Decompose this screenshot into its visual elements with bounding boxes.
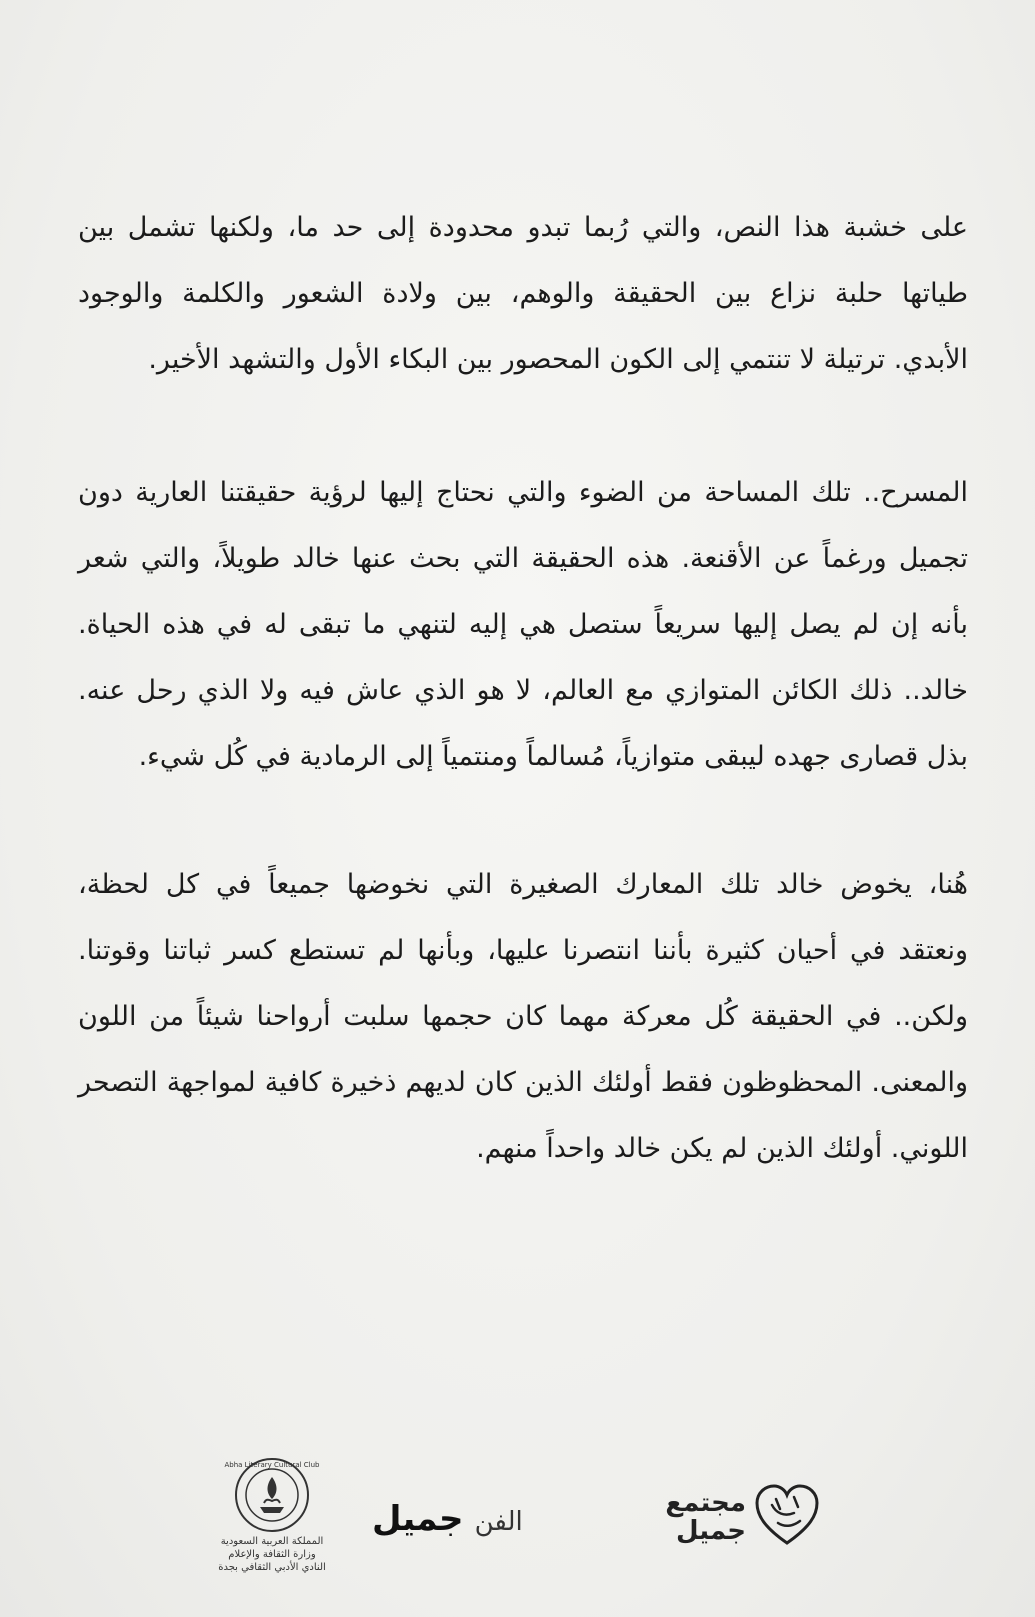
club-line-1: المملكة العربية السعودية — [220, 1536, 324, 1547]
text-line: الأبدي. ترتيلة لا تنتمي إلى الكون المحصور بين البكاء الأول والتشهد الأخير. — [148, 344, 968, 375]
text-line: بذل قصارى جهده ليبقى متوازياً، مُسالماً ومنتمياً إلى الرمادية في كُل شيء. — [138, 741, 968, 772]
text-line: اللوني. أولئك الذين لم يكن خالد واحداً منهم. — [476, 1133, 968, 1164]
paragraph-1 — [78, 195, 968, 393]
text-line: المسرح.. تلك المساحة من الضوء والتي نحتاج إليها لرؤية حقيقتنا العارية دون — [78, 477, 968, 508]
community-line2: جميل — [676, 1516, 746, 1546]
text-line: طياتها حلبة نزاع بين الحقيقة والوهم، بين ولادة الشعور والكلمة والوجود — [78, 278, 968, 309]
club-line-2: وزارة الثقافة والإعلام — [228, 1549, 316, 1560]
literary-club-logo — [212, 1455, 332, 1605]
alfan-jamil-logo — [372, 1499, 523, 1539]
jamil-community-logo — [620, 1483, 820, 1553]
community-wordmark — [665, 1489, 746, 1545]
alfan-word: الفن — [474, 1507, 523, 1537]
text-line: ونعتقد في أحيان كثيرة بأننا انتصرنا عليها، وبأنها لم تستطع كسر ثباتنا وقوتنا. — [78, 935, 968, 966]
text-line: بأنه إن لم يصل إليها سريعاً ستصل هي إليه لتنهي ما تبقى له في هذه الحياة. — [78, 609, 968, 640]
club-line-3: النادي الأدبي الثقافي بجدة — [218, 1562, 326, 1573]
paragraph-2 — [78, 460, 968, 790]
jamil-word: جميل — [372, 1499, 464, 1539]
club-emblem-icon — [224, 1455, 320, 1535]
text-line: هُنا، يخوض خالد تلك المعارك الصغيرة التي نخوضها جميعاً في كل لحظة، — [78, 869, 968, 900]
text-line: خالد.. ذلك الكائن المتوازي مع العالم، لا هو الذي عاش فيه ولا الذي رحل عنه. — [78, 675, 968, 706]
text-line: ولكن.. في الحقيقة كُل معركة مهما كان حجمها سلبت أرواحنا شيئاً من اللون — [78, 1001, 968, 1032]
publisher-logos — [0, 1455, 1035, 1617]
text-line: على خشبة هذا النص، والتي رُبما تبدو محدودة إلى حد ما، ولكنها تشمل بين — [78, 212, 968, 243]
text-line: تجميل ورغماً عن الأقنعة. هذه الحقيقة التي بحث عنها خالد طويلاً، والتي شعر — [78, 543, 968, 574]
heart-icon — [754, 1483, 820, 1549]
paragraph-3 — [78, 852, 968, 1182]
club-name-en: Abha Literary Cultural Club — [224, 1461, 320, 1469]
text-line: والمعنى. المحظوظون فقط أولئك الذين كان لديهم ذخيرة كافية لمواجهة التصحر — [78, 1067, 968, 1098]
community-line1: مجتمع — [665, 1488, 746, 1518]
